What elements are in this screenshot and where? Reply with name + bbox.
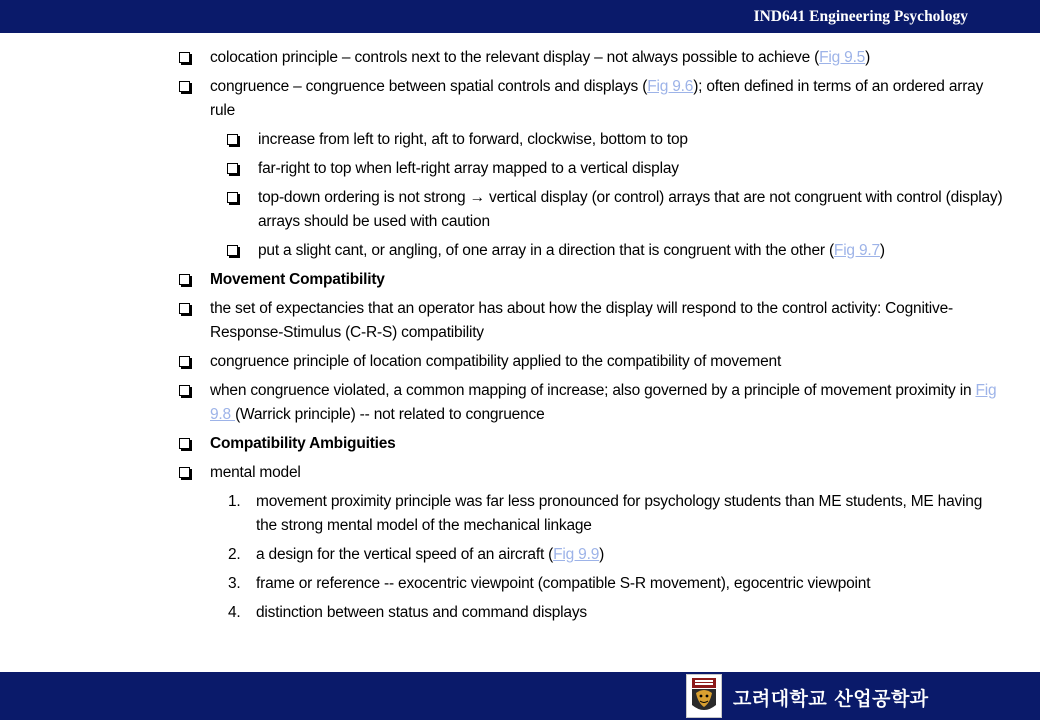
square-bullet-icon [179,81,190,92]
square-bullet-icon [179,52,190,63]
sub-bullet-top-down: top-down ordering is not strong → vertical display (or control) arrays that are not congruent with control (display) arrays should be used with caution [224,186,1006,234]
sub-bullet-cant: put a slight cant, or angling, of one array in a direction that is congruent with the other (Fig 9.7) [224,239,1006,263]
fig-9-8-link[interactable]: Fig 9.8 [210,382,997,423]
numbered-item-3: 3. frame or reference -- exocentric viewpoint (compatible S-R movement), egocentric viewpoint [228,572,1006,596]
heading-movement-compatibility: Movement Compatibility [176,268,1006,292]
right-arrow-icon: → [469,189,485,206]
fig-9-7-link[interactable]: Fig 9.7 [833,242,880,259]
numbered-item-4: 4. distinction between status and command displays [228,601,1006,625]
item-number: 3. [228,575,241,592]
square-bullet-icon [179,356,190,367]
sub-bullet-increase: increase from left to right, aft to forward, clockwise, bottom to top [224,128,1006,152]
square-bullet-icon [179,438,190,449]
course-title: IND641 Engineering Psychology [753,8,968,25]
square-bullet-icon [179,274,190,285]
bullet-item-congruence-movement: congruence principle of location compatibility applied to the compatibility of movement [176,350,1006,374]
bullet-item-mental-model: mental model [176,461,1006,485]
fig-9-5-link[interactable]: Fig 9.5 [819,49,866,66]
department-name: 고려대학교 산업공학과 [733,688,929,710]
square-bullet-icon [179,303,190,314]
bullet-item-violated: when congruence violated, a common mapping of increase; also governed by a principle of movement proximity in Fig 9.8 (Warrick principle) -- not related to congruence [176,379,1006,427]
university-logo [686,674,722,718]
fig-9-9-link[interactable]: Fig 9.9 [553,546,600,563]
bullet-item-colocation: colocation principle – controls next to the relevant display – not always possible to achieve (Fig 9.5) [176,46,1006,70]
item-number: 2. [228,546,241,563]
header-bar [0,0,1040,33]
slide-content [176,46,1006,630]
square-bullet-icon [179,467,190,478]
square-bullet-icon [179,385,190,396]
heading-compatibility-ambiguities: Compatibility Ambiguities [176,432,1006,456]
item-number: 1. [228,493,241,510]
square-bullet-icon [227,134,238,145]
tiger-crest-icon [687,675,721,717]
numbered-item-1: 1. movement proximity principle was far less pronounced for psychology students than ME students, ME having the strong mental model of the mechanical linkage [228,490,1006,538]
bullet-item-expectancies: the set of expectancies that an operator has about how the display will respond to the control activity: Cognitive-Response-Stimulus (C-R-S) compatibility [176,297,1006,345]
item-number: 4. [228,604,241,621]
square-bullet-icon [227,192,238,203]
bullet-item-congruence: congruence – congruence between spatial controls and displays (Fig 9.6); often defined in terms of an ordered array rule [176,75,1006,123]
sub-bullet-far-right: far-right to top when left-right array mapped to a vertical display [224,157,1006,181]
square-bullet-icon [227,245,238,256]
fig-9-6-link[interactable]: Fig 9.6 [647,78,694,95]
numbered-item-2: 2. a design for the vertical speed of an aircraft (Fig 9.9) [228,543,1006,567]
square-bullet-icon [227,163,238,174]
